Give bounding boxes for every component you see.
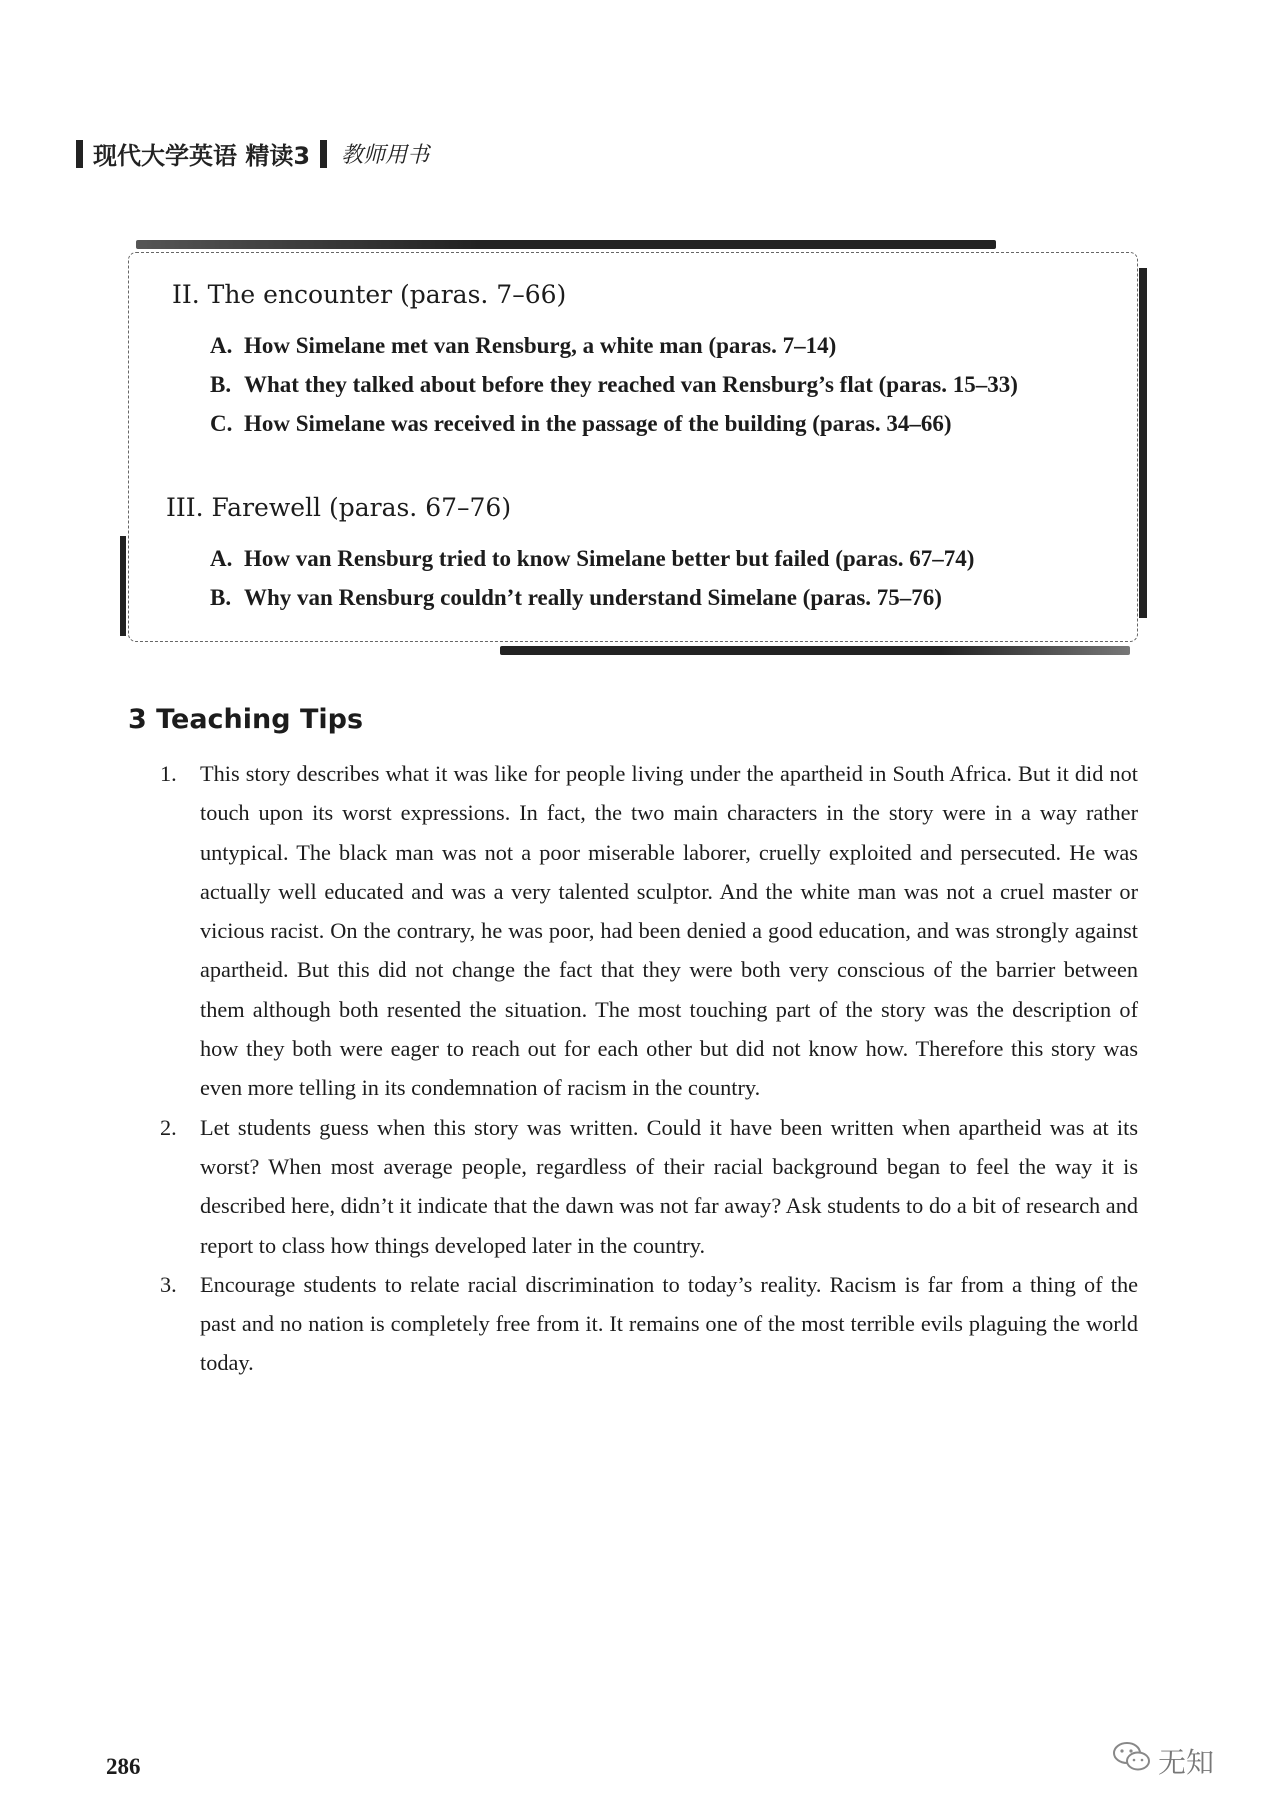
book-header	[76, 136, 429, 171]
list-item-number: 3.	[160, 1271, 177, 1297]
box-right-border	[1139, 268, 1147, 618]
teaching-tips-list	[160, 754, 1138, 1383]
outline-item	[210, 333, 836, 359]
outline-item-text: How van Rensburg tried to know Simelane better but failed (paras. 67–74)	[244, 546, 975, 571]
list-item-text: Let students guess when this story was written. Could it have been written when apartheid was at its worst? When most average people, regardless of their racial background began to feel the way it is described here, didn’t it indicate that the dawn was not far away? Ask students to do a bit of research and report to class how things developed later in the country.	[200, 1114, 1138, 1258]
outline-item-text: How Simelane met van Rensburg, a white man (paras. 7–14)	[244, 333, 837, 358]
list-item-number: 2.	[160, 1114, 177, 1140]
outline-section-title: III. Farewell (paras. 67–76)	[166, 493, 512, 522]
outline-item	[210, 372, 1018, 398]
outline-section-title: II. The encounter (paras. 7–66)	[172, 280, 567, 309]
wechat-icon	[1112, 1740, 1152, 1781]
outline-item-text: Why van Rensburg couldn’t really understand Simelane (paras. 75–76)	[244, 585, 942, 610]
outline-item-letter: C.	[210, 411, 233, 436]
section-heading: 3 Teaching Tips	[128, 704, 364, 735]
outline-item-text: What they talked about before they reached van Rensburg’s flat (paras. 15–33)	[244, 372, 1018, 397]
box-bottom-border	[500, 646, 1130, 655]
list-item	[160, 1265, 1138, 1383]
outline-item-letter: B.	[210, 372, 232, 397]
box-left-border	[120, 536, 126, 636]
list-item	[160, 754, 1138, 1108]
book-title: 现代大学英语 精读3	[93, 142, 311, 170]
book-subtitle: 教师用书	[341, 143, 430, 168]
header-bar-left	[76, 140, 83, 168]
watermark-text: 无知	[1158, 1745, 1215, 1779]
outline-item-letter: A.	[210, 546, 233, 571]
outline-item-letter: B.	[210, 585, 232, 610]
box-top-border	[136, 240, 996, 249]
outline-item	[210, 411, 951, 437]
outline-item	[210, 585, 942, 611]
outline-item	[210, 546, 974, 572]
watermark	[1112, 1740, 1214, 1781]
list-item-text: Encourage students to relate racial discrimination to today’s reality. Racism is far from a thing of the past and no nation is completely free from it. It remains one of the most terrible evils plaguing the world today.	[200, 1271, 1138, 1376]
outline-item-text: How Simelane was received in the passage of the building (paras. 34–66)	[244, 411, 952, 436]
list-item-number: 1.	[160, 761, 177, 786]
header-bar-right	[320, 140, 327, 168]
outline-item-letter: A.	[210, 333, 233, 358]
outline-box	[128, 252, 1138, 642]
list-item	[160, 1108, 1138, 1265]
list-item-text: This story describes what it was like for people living under the apartheid in South Africa. But it did not touch upon its worst expressions. In fact, the two main characters in the story were in a way rather untypical. The black man was not a poor miserable laborer, cruelly exploited and persecuted. He was actually well educated and was a very talented sculptor. And the white man was not a cruel master or vicious racist. On the contrary, he was poor, had been denied a good education, and was strongly against apartheid. But this did not change the fact that they were both very conscious of the barrier between them although both resented the situation. The most touching part of the story was the description of how they both were eager to reach out for each other but did not know how. Therefore this story was even more telling in its condemnation of racism in the country.	[200, 761, 1138, 1101]
page-number: 286	[106, 1754, 141, 1779]
